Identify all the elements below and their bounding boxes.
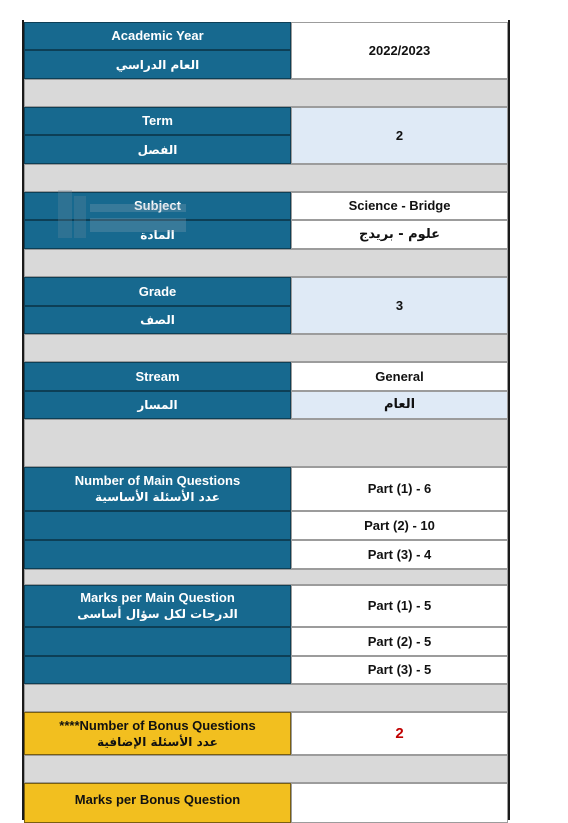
marks-per-question-label-en: Marks per Main Question — [80, 590, 235, 605]
marks-per-question-label — [24, 585, 291, 627]
marks-per-question-label-filler — [24, 656, 291, 684]
marks-per-bonus-label-en: Marks per Bonus Question — [74, 792, 241, 807]
separator-row — [24, 249, 508, 277]
separator-row — [24, 419, 508, 467]
separator-row — [24, 755, 508, 783]
academic-year-label-ar: العام الدراسي — [24, 50, 291, 79]
term-label-ar: الفصل — [24, 135, 291, 164]
subject-value-ar: علوم - بريدج — [291, 220, 508, 249]
main-questions-part-1: Part (1) - 6 — [291, 467, 508, 511]
marks-per-question-part-3: Part (3) - 5 — [291, 656, 508, 684]
subject-label-ar: المادة — [24, 220, 291, 249]
separator-row — [24, 684, 508, 712]
main-questions-label-ar: عدد الأسئلة الأساسية — [95, 490, 220, 504]
main-questions-label-en: Number of Main Questions — [74, 473, 241, 488]
main-questions-part-3: Part (3) - 4 — [291, 540, 508, 569]
grade-label-en: Grade — [24, 277, 291, 306]
main-questions-label — [24, 467, 291, 511]
separator-row — [24, 79, 508, 107]
stream-label-en: Stream — [24, 362, 291, 391]
marks-per-bonus-value — [291, 783, 508, 823]
stream-label-ar: المسار — [24, 391, 291, 419]
academic-year-value: 2022/2023 — [291, 22, 508, 79]
subject-label-en: Subject — [24, 192, 291, 220]
separator-row — [24, 569, 508, 585]
term-value: 2 — [291, 107, 508, 164]
main-questions-label-filler — [24, 511, 291, 540]
grade-value: 3 — [291, 277, 508, 334]
main-questions-part-2: Part (2) - 10 — [291, 511, 508, 540]
marks-per-question-part-1: Part (1) - 5 — [291, 585, 508, 627]
bonus-questions-label — [24, 712, 291, 755]
stream-value-ar: العام — [291, 391, 508, 419]
bonus-questions-label-ar: عدد الأسئلة الإضافية — [97, 734, 218, 749]
marks-per-question-label-filler — [24, 627, 291, 656]
separator-row — [24, 334, 508, 362]
academic-year-label-en: Academic Year — [24, 22, 291, 50]
marks-per-bonus-label — [24, 783, 291, 823]
separator-row — [24, 164, 508, 192]
marks-per-question-part-2: Part (2) - 5 — [291, 627, 508, 656]
bonus-questions-label-en: ****Number of Bonus Questions — [59, 717, 256, 733]
subject-value-en: Science - Bridge — [291, 192, 508, 220]
marks-per-question-label-ar: الدرجات لكل سؤال أساسى — [77, 607, 238, 621]
term-label-en: Term — [24, 107, 291, 135]
main-questions-label-filler — [24, 540, 291, 569]
grade-label-ar: الصف — [24, 306, 291, 334]
stream-value-en: General — [291, 362, 508, 391]
bonus-questions-value: 2 — [291, 712, 508, 755]
